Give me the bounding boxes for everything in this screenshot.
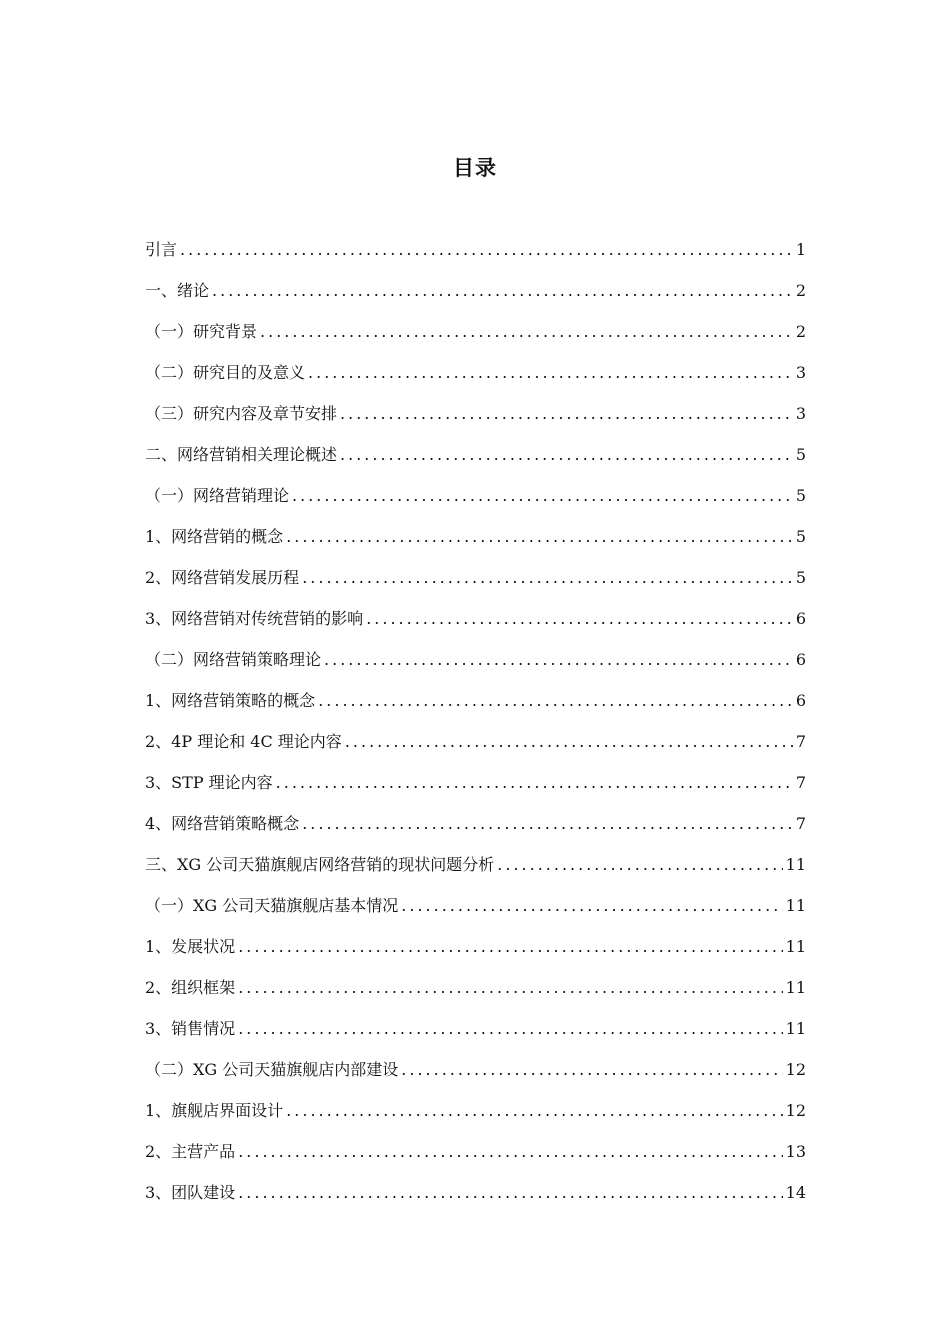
toc-entry-label: 4、网络营销策略概念 [145, 814, 300, 833]
toc-leader-dots [238, 1182, 782, 1204]
toc-entry[interactable] [145, 1163, 806, 1204]
toc-entry[interactable] [145, 671, 806, 712]
toc-entry[interactable] [145, 1081, 806, 1122]
toc-entry[interactable] [145, 876, 806, 917]
toc-page-number: 7 [795, 732, 806, 751]
toc-page-number: 5 [795, 445, 806, 464]
toc-entry[interactable] [145, 261, 806, 302]
toc-leader-dots [308, 362, 793, 384]
toc-entry-label: 3、销售情况 [145, 1019, 236, 1038]
toc-entry[interactable] [145, 1040, 806, 1081]
toc-page-number: 6 [795, 650, 806, 669]
toc-page-number: 5 [795, 568, 806, 587]
toc-entry[interactable] [145, 466, 806, 507]
toc-leader-dots [401, 1059, 782, 1081]
toc-page-number: 11 [785, 978, 806, 997]
toc-page-number: 3 [795, 404, 806, 423]
toc-page-number: 11 [785, 937, 806, 956]
toc-entry[interactable] [145, 917, 806, 958]
toc-entry-label: （二）网络营销策略理论 [145, 650, 322, 669]
toc-entry[interactable] [145, 712, 806, 753]
toc-entry-label: 1、旗舰店界面设计 [145, 1101, 284, 1120]
toc-entry-label: 1、发展状况 [145, 937, 236, 956]
toc-entry-label: 一、绪论 [145, 281, 210, 300]
toc-page-number: 5 [795, 527, 806, 546]
toc-entry[interactable] [145, 835, 806, 876]
toc-leader-dots [292, 485, 793, 507]
toc-page-number: 11 [785, 896, 806, 915]
toc-page-number: 2 [795, 281, 806, 300]
toc-entry[interactable] [145, 548, 806, 589]
toc-leader-dots [324, 649, 793, 671]
toc-leader-dots [318, 690, 793, 712]
toc-entry-label: 3、网络营销对传统营销的影响 [145, 609, 364, 628]
toc-page-number: 13 [785, 1142, 806, 1161]
toc-entry-label: 3、STP 理论内容 [145, 773, 273, 792]
toc-page-number: 7 [795, 814, 806, 833]
toc-page-number: 12 [785, 1060, 806, 1079]
toc-leader-dots [345, 731, 793, 753]
toc-entry[interactable] [145, 1122, 806, 1163]
toc-leader-dots [238, 977, 782, 999]
toc-leader-dots [260, 321, 793, 343]
toc-entry-label: 2、组织框架 [145, 978, 236, 997]
toc-entry-label: 三、XG 公司天猫旗舰店网络营销的现状问题分析 [145, 855, 495, 874]
toc-entry-label: 二、网络营销相关理论概述 [145, 445, 338, 464]
toc-entry[interactable] [145, 220, 806, 261]
toc-entry-label: （二）XG 公司天猫旗舰店内部建设 [145, 1060, 399, 1079]
toc-leader-dots [366, 608, 793, 630]
toc-entry[interactable] [145, 999, 806, 1040]
toc-entry-label: 1、网络营销的概念 [145, 527, 284, 546]
toc-entry[interactable] [145, 507, 806, 548]
toc-entry[interactable] [145, 794, 806, 835]
toc-page-number: 7 [795, 773, 806, 792]
toc-leader-dots [497, 854, 782, 876]
toc-page-number: 12 [785, 1101, 806, 1120]
toc-entry[interactable] [145, 384, 806, 425]
toc-leader-dots [238, 1018, 782, 1040]
toc-page-number: 2 [795, 322, 806, 341]
toc-page-number: 14 [785, 1183, 806, 1202]
toc-leader-dots [286, 1100, 782, 1122]
toc-entry-label: 引言 [145, 240, 178, 259]
toc-leader-dots [238, 936, 782, 958]
toc-page-number: 11 [785, 1019, 806, 1038]
toc-entry[interactable] [145, 425, 806, 466]
toc-page-number: 3 [795, 363, 806, 382]
toc-entry[interactable] [145, 753, 806, 794]
toc-leader-dots [238, 1141, 782, 1163]
toc-leader-dots [340, 403, 793, 425]
toc-title: 目录 [453, 156, 497, 180]
toc-leader-dots [302, 813, 793, 835]
toc-page-number: 1 [795, 240, 806, 259]
toc-entry-label: （二）研究目的及意义 [145, 363, 306, 382]
toc-entry-label: （三）研究内容及章节安排 [145, 404, 338, 423]
toc-page-number: 6 [795, 609, 806, 628]
toc-entry[interactable] [145, 958, 806, 999]
toc-leader-dots [340, 444, 793, 466]
toc-entry[interactable] [145, 302, 806, 343]
toc-entry[interactable] [145, 589, 806, 630]
toc-entry-label: （一）网络营销理论 [145, 486, 290, 505]
toc-leader-dots [276, 772, 793, 794]
table-of-contents [145, 220, 806, 1204]
toc-leader-dots [212, 280, 793, 302]
toc-entry-label: 2、主营产品 [145, 1142, 236, 1161]
toc-page-number: 11 [785, 855, 806, 874]
toc-entry-label: 1、网络营销策略的概念 [145, 691, 316, 710]
toc-entry-label: （一）XG 公司天猫旗舰店基本情况 [145, 896, 399, 915]
toc-entry-label: （一）研究背景 [145, 322, 258, 341]
toc-leader-dots [302, 567, 793, 589]
toc-entry-label: 2、网络营销发展历程 [145, 568, 300, 587]
toc-leader-dots [286, 526, 793, 548]
toc-entry-label: 3、团队建设 [145, 1183, 236, 1202]
toc-entry-label: 2、4P 理论和 4C 理论内容 [145, 732, 342, 751]
toc-page-number: 5 [795, 486, 806, 505]
toc-leader-dots [180, 239, 793, 261]
toc-entry[interactable] [145, 630, 806, 671]
toc-page-number: 6 [795, 691, 806, 710]
toc-leader-dots [401, 895, 782, 917]
toc-entry[interactable] [145, 343, 806, 384]
